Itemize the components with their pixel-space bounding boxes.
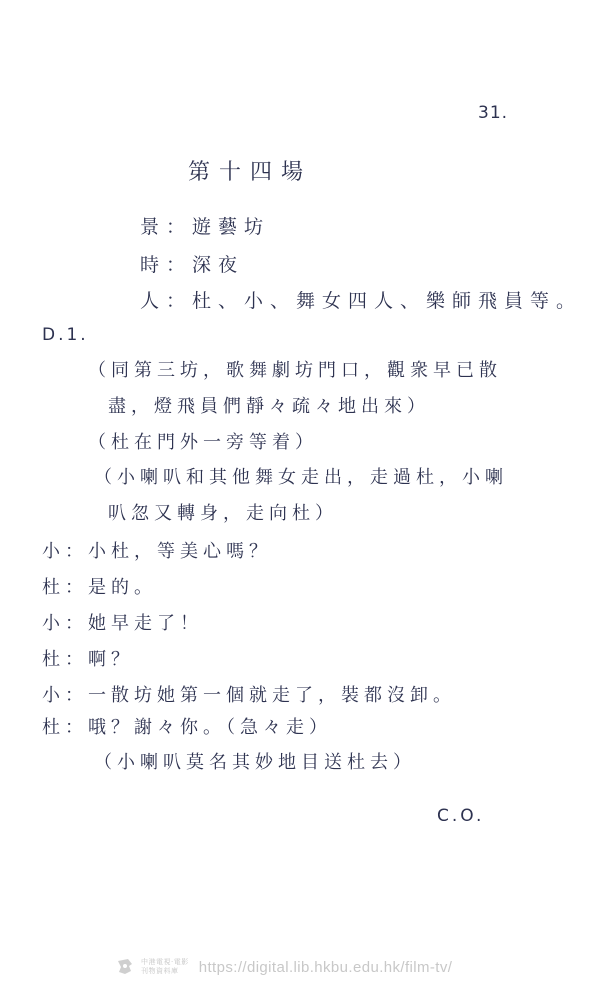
dialogue-line: 小：一散坊她第一個就走了，裝都沒卸。 (42, 685, 456, 706)
film-archive-logo-icon (115, 957, 135, 977)
dialogue-line: 杜：是的。 (42, 577, 157, 598)
scene-setting: 景：遊藝坊 (140, 216, 271, 238)
shot-code: D.1. (42, 325, 89, 345)
dialogue-line: 小：她早走了！ (42, 613, 203, 634)
stage-direction-line: （同第三坊，歌舞劇坊門口，觀衆早已散 (88, 360, 502, 381)
archive-name-line: 刊物資料庫 (141, 967, 179, 975)
stage-direction-line: 叭忽又轉身，走向杜） (108, 503, 338, 524)
stage-direction-line: （小喇叭莫名其妙地目送杜去） (94, 752, 416, 773)
archive-watermark (115, 955, 452, 979)
stage-direction-line: （杜在門外一旁等着） (88, 432, 318, 453)
page-number: 31. (478, 103, 509, 123)
scene-time: 時：深夜 (140, 254, 245, 276)
cut-out-marker: C.O. (437, 806, 485, 826)
stage-direction-line: （小喇叭和其他舞女走出，走過杜，小喇 (94, 467, 508, 488)
scene-title: 第十四場 (188, 160, 313, 185)
scene-characters: 人：杜、小、舞女四人、樂師飛員等。 (140, 290, 583, 312)
stage-direction-line: 盡，燈飛員們靜々疏々地出來） (108, 396, 430, 417)
archive-name-line: 中港電視·電影 (141, 958, 189, 966)
dialogue-line: 小：小杜，等美心嗎？ (42, 541, 272, 562)
dialogue-line: 杜：啊？ (42, 649, 134, 670)
archive-logo-text (141, 958, 189, 976)
archive-url-link[interactable]: https://digital.lib.hkbu.edu.hk/film-tv/ (198, 958, 453, 976)
dialogue-line: 杜：哦？謝々你。（急々走） (42, 717, 332, 738)
